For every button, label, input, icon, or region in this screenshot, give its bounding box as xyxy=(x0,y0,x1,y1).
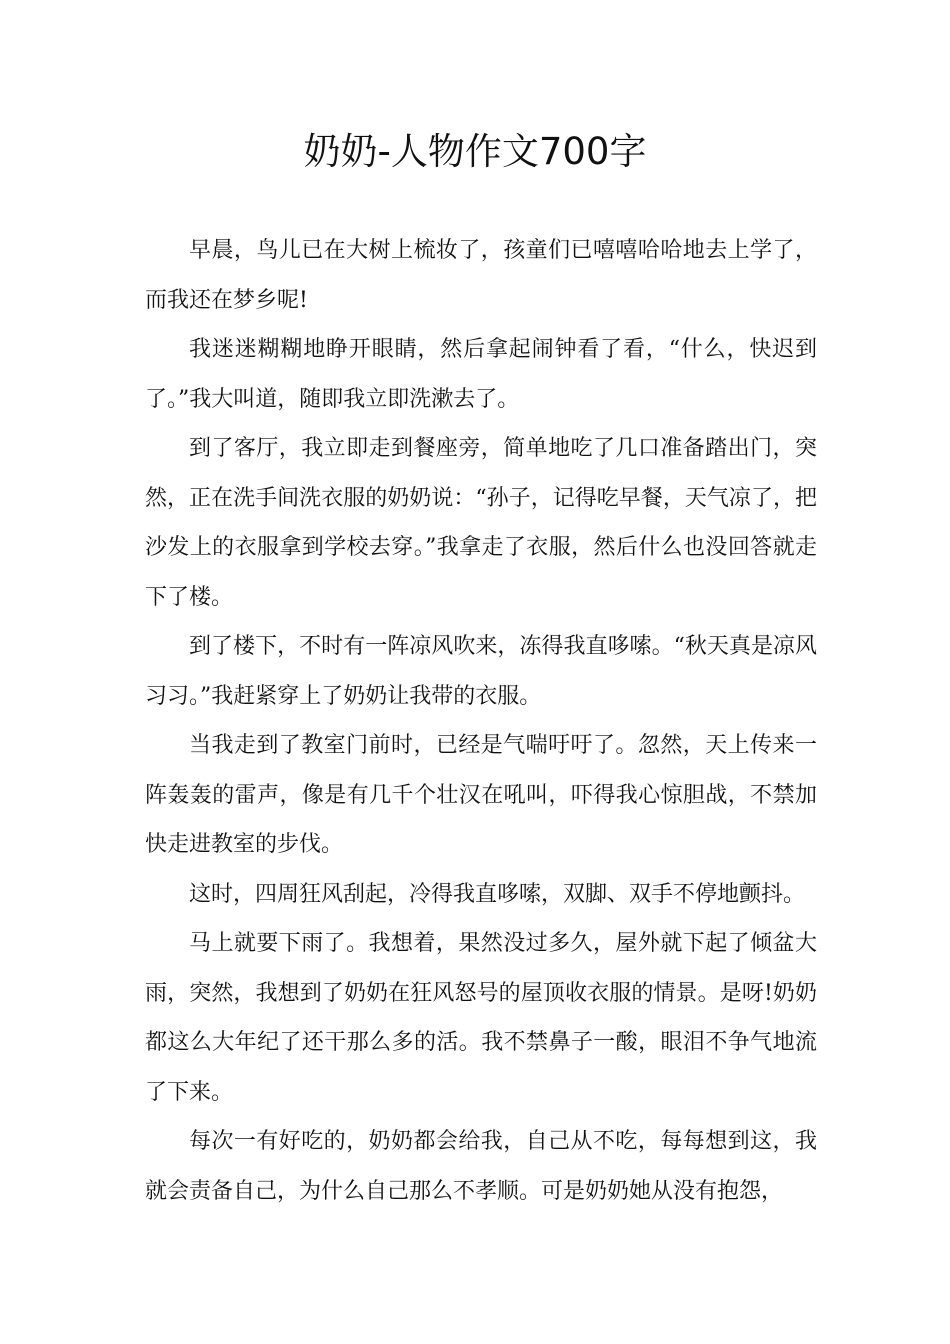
paragraph-2: 我迷迷糊糊地睁开眼睛，然后拿起闹钟看了看，“什么，快迟到了。”我大叫道，随即我立即洗漱去了。 xyxy=(145,337,817,412)
paragraph-4: 到了楼下，不时有一阵凉风吹来，冻得我直哆嗦。“秋天真是凉风习习。”我赶紧穿上了奶奶让我带的衣服。 xyxy=(145,634,817,709)
paragraph-7: 马上就要下雨了。我想着，果然没过多久，屋外就下起了倾盆大雨，突然，我想到了奶奶在狂风怒号的屋顶收衣服的情景。是呀!奶奶都这么大年纪了还干那么多的活。我不禁鼻子一酸，眼泪不争气地流了下来。 xyxy=(145,931,817,1105)
paragraph-1: 早晨，鸟儿已在大树上梳妆了，孩童们已嘻嘻哈哈地去上学了，而我还在梦乡呢! xyxy=(145,238,817,313)
paragraph-5: 当我走到了教室门前时，已经是气喘吁吁了。忽然，天上传来一阵轰轰的雷声，像是有几千个壮汉在吼叫，吓得我心惊胆战，不禁加快走进教室的步伐。 xyxy=(145,733,817,857)
document-title: 奶奶-人物作文700字 xyxy=(303,130,647,173)
paragraph-6: 这时，四周狂风刮起，冷得我直哆嗦，双脚、双手不停地颤抖。 xyxy=(189,881,806,907)
document-body xyxy=(145,226,817,1216)
paragraph-3: 到了客厅，我立即走到餐座旁，简单地吃了几口准备踏出门，突然，正在洗手间洗衣服的奶奶说：“孙子，记得吃早餐，天气凉了，把沙发上的衣服拿到学校去穿。”我拿走了衣服，然后什么也没回答就走下了楼。 xyxy=(145,436,817,610)
paragraph-8: 每次一有好吃的，奶奶都会给我，自己从不吃，每每想到这，我就会责备自己，为什么自己那么不孝顺。可是奶奶她从没有抱怨， xyxy=(145,1129,817,1204)
